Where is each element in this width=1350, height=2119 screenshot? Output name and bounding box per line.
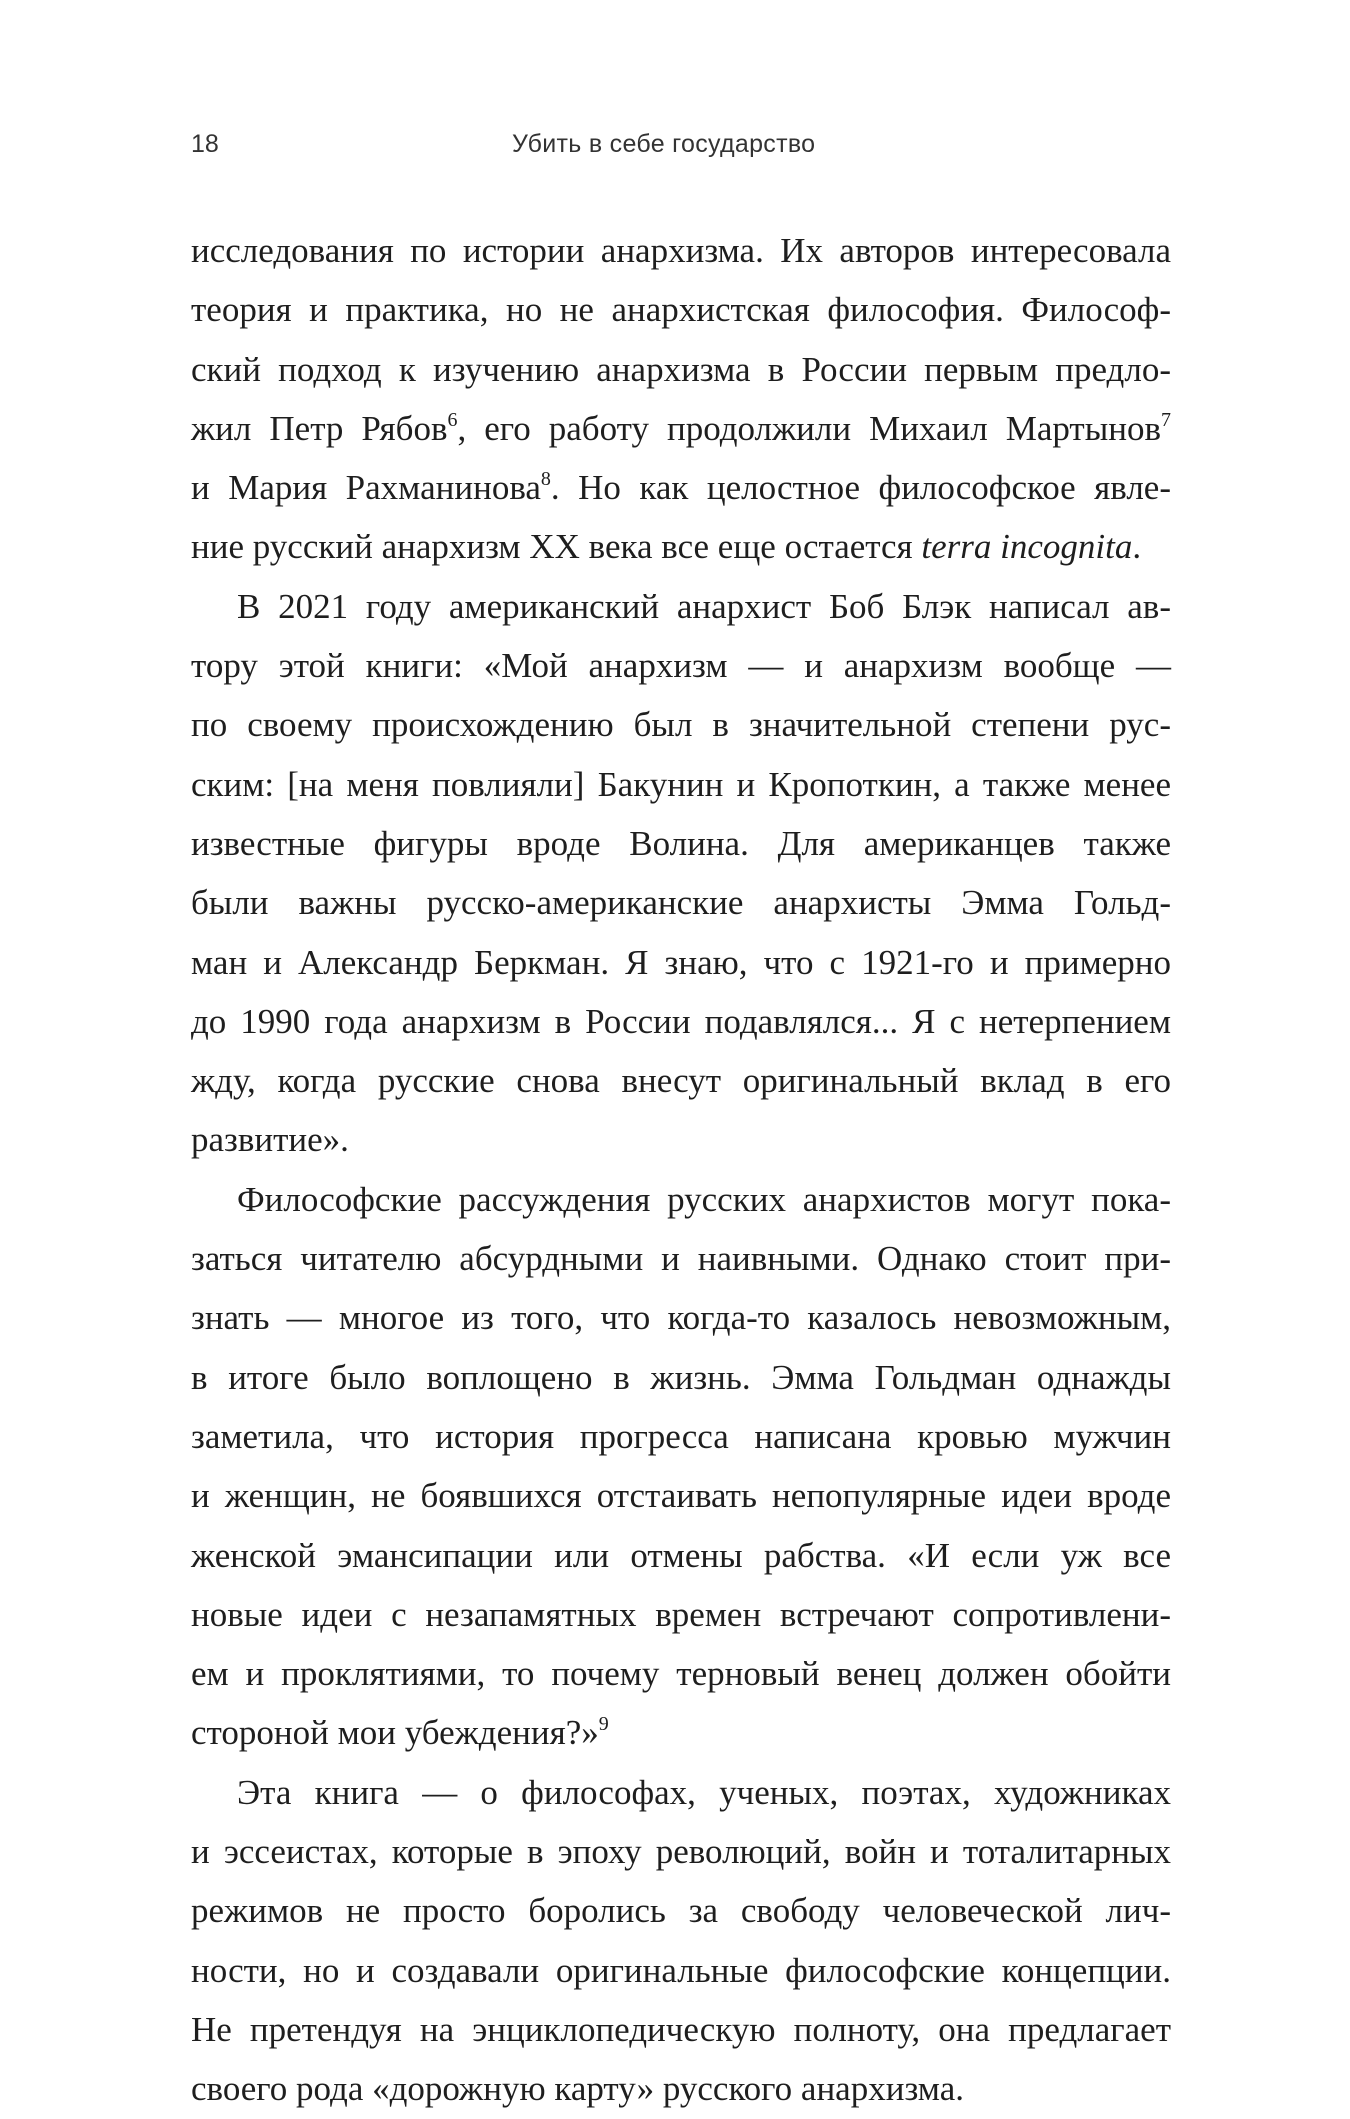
text-line [191, 873, 1171, 932]
line-text: развитие». [191, 1120, 349, 1160]
running-title: Убить в себе государство [512, 130, 816, 158]
line-text: исследования по истории анархизма. Их авторов интересовала [191, 231, 1171, 270]
text-line [191, 1229, 1171, 1288]
footnote-marker: 6 [447, 408, 458, 431]
text-line [191, 1466, 1171, 1525]
line-text: женской эмансипации или отмены рабства. «И если уж все [191, 1535, 1171, 1575]
text-line [191, 1348, 1171, 1407]
text-line [191, 2059, 1171, 2118]
line-text: ский подход к изучению анархизма в России первым предло- [191, 349, 1171, 389]
text-line [191, 1703, 1171, 1762]
line-text-continued: . [1132, 527, 1142, 567]
text-line [191, 280, 1171, 339]
line-text: жду, когда русские снова внесут оригинальный вклад в его [191, 1061, 1171, 1101]
text-line [191, 814, 1171, 873]
text-line [191, 1822, 1171, 1881]
text-line [191, 1170, 1171, 1229]
line-text: новые идеи с незапамятных времен встречают сопротивлени- [191, 1594, 1171, 1634]
line-text: заметила, что история прогресса написана кровью мужчин [191, 1416, 1171, 1456]
line-text: тору этой книги: «Мой анархизм — и анархизм вообще — [191, 646, 1171, 686]
line-text: знать — многое из того, что когда-то казалось невозможным, [191, 1298, 1171, 1338]
line-text: известные фигуры вроде Волина. Для американцев также [191, 823, 1171, 863]
line-text: до 1990 года анархизм в России подавлялся... Я с нетерпением [191, 1001, 1171, 1041]
text-line [191, 1763, 1171, 1822]
paragraph [191, 577, 1171, 1170]
text-line [191, 695, 1171, 754]
text-line [191, 1941, 1171, 2000]
line-text: в итоге было воплощено в жизнь. Эмма Гольдман однажды [191, 1357, 1171, 1397]
text-line [191, 636, 1171, 695]
footnote-marker: 8 [540, 468, 551, 491]
text-line [191, 1644, 1171, 1703]
body-text [191, 221, 1171, 2119]
line-text: ман и Александр Беркман. Я знаю, что с 1921-го и примерно [191, 942, 1171, 982]
text-line [191, 1051, 1171, 1110]
line-text: стороной мои убеждения?» [191, 1713, 599, 1753]
text-line [191, 2000, 1171, 2059]
running-head [191, 130, 1158, 170]
line-text: были важны русско-американские анархисты Эмма Гольд- [191, 883, 1171, 923]
text-line [191, 1288, 1171, 1347]
page-number: 18 [191, 130, 219, 158]
paragraph [191, 1170, 1171, 1763]
line-text: и женщин, не боявшихся отстаивать непопулярные идеи вроде [191, 1476, 1171, 1516]
line-text: своего рода «дорожную карту» русского анархизма. [191, 2069, 964, 2109]
text-line [191, 933, 1171, 992]
text-line [191, 1585, 1171, 1644]
line-text: В 2021 году американский анархист Боб Блэк написал ав- [237, 586, 1171, 626]
paragraph [191, 1763, 1171, 2119]
footnote-marker: 9 [598, 1713, 609, 1736]
line-text: ние русский анархизм XX века все еще остается [191, 527, 922, 567]
line-text-continued: , его работу продолжили Михаил Мартынов [457, 408, 1161, 448]
text-line [191, 517, 1171, 576]
line-text: жил Петр Рябов [191, 408, 448, 448]
line-text-continued: . Но как целостное философское явле- [550, 468, 1171, 508]
text-line [191, 1407, 1171, 1466]
text-line [191, 340, 1171, 399]
text-line [191, 1881, 1171, 1940]
text-line [191, 992, 1171, 1051]
line-text: по своему происхождению был в значительной степени рус- [191, 705, 1171, 745]
line-text: Эта книга — о философах, ученых, поэтах, художниках [237, 1772, 1171, 1812]
text-line [191, 1110, 1171, 1169]
line-text: ности, но и создавали оригинальные философские концепции. [191, 1950, 1171, 1990]
text-line [191, 755, 1171, 814]
text-line [191, 577, 1171, 636]
line-text: ским: [на меня повлияли] Бакунин и Кропоткин, а также менее [191, 764, 1171, 804]
text-line [191, 1526, 1171, 1585]
line-text: Не претендуя на энциклопедическую полноту, она предлагает [191, 2009, 1171, 2049]
italic-phrase: terra incognita [921, 527, 1133, 567]
line-text: ем и проклятиями, то почему терновый венец должен обойти [191, 1654, 1171, 1694]
line-text: и эссеистах, которые в эпоху революций, войн и тоталитарных [191, 1832, 1171, 1872]
text-line [191, 221, 1171, 280]
footnote-marker: 7 [1161, 408, 1171, 431]
line-text: режимов не просто боролись за свободу человеческой лич- [191, 1891, 1171, 1931]
line-text: и Мария Рахманинова [191, 468, 541, 508]
line-text: заться читателю абсурдными и наивными. Однако стоит при- [191, 1239, 1171, 1279]
line-text: теория и практика, но не анархистская философия. Философ- [191, 290, 1171, 330]
line-text: Философские рассуждения русских анархистов могут пока- [237, 1179, 1171, 1219]
text-line [191, 399, 1171, 458]
paragraph [191, 221, 1171, 577]
text-line [191, 458, 1171, 517]
